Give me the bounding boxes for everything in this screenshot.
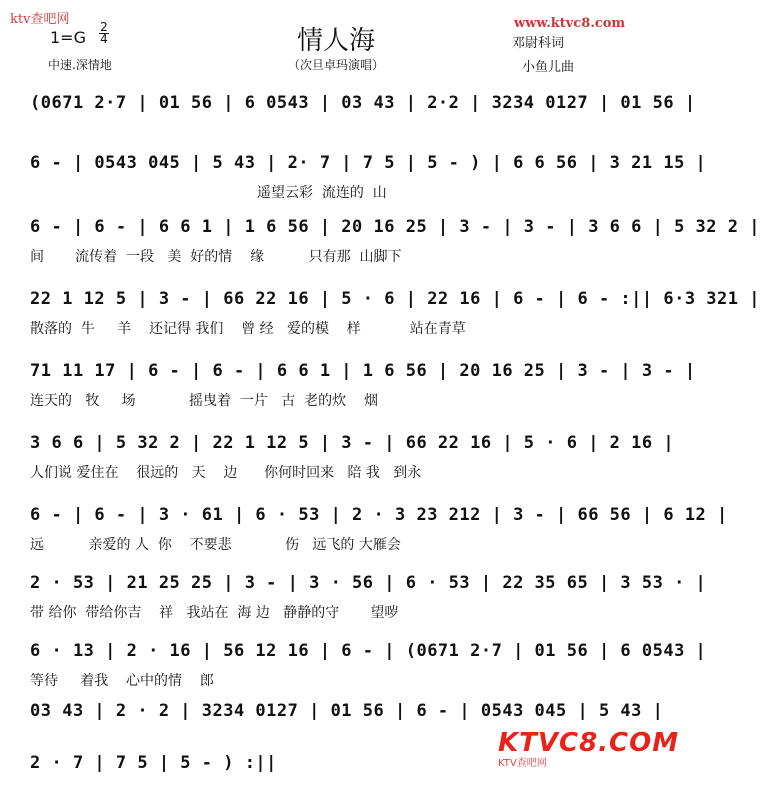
- lyrics-line: 连天的 牧 场 摇曳着 一片 古 老的炊 烟: [30, 393, 378, 409]
- lyrics-line: 等待 着我 心中的情 郎: [30, 673, 214, 689]
- key-signature: 1=G: [50, 28, 86, 47]
- watermark-top-left: ktv查吧网: [10, 12, 70, 27]
- notation-line: (0671 2·7 | 01 56 | 6 0543 | 03 43 | 2·2 | 3234 0127 | 01 56 |: [30, 93, 696, 113]
- notation-line: 6 - | 0543 045 | 5 43 | 2· 7 | 7 5 | 5 - ) | 6 6 56 | 3 21 15 |: [30, 153, 707, 173]
- notation-line: 3 6 6 | 5 32 2 | 22 1 12 5 | 3 - | 66 22 16 | 5 · 6 | 2 16 |: [30, 433, 675, 453]
- watermark-sub: KTV查吧网: [498, 758, 547, 769]
- notation-line: 6 · 13 | 2 · 16 | 56 12 16 | 6 - | (0671 2·7 | 01 56 | 6 0543 |: [30, 641, 707, 661]
- time-signature-top: 2: [100, 20, 108, 34]
- lyrics-line: 遥望云彩 流连的 山: [30, 185, 387, 201]
- notation-line: 6 - | 6 - | 3 · 61 | 6 · 53 | 2 · 3 23 212 | 3 - | 66 56 | 6 12 |: [30, 505, 728, 525]
- singer-credit: （次旦卓玛演唱）: [287, 58, 384, 72]
- lyricist-credit: 邓尉科词: [512, 36, 565, 51]
- notation-line: 22 1 12 5 | 3 - | 66 22 16 | 5 · 6 | 22 16 | 6 - | 6 - :|| 6·3 321 |: [30, 289, 760, 309]
- lyrics-line: 带 给你 带给你吉 祥 我站在 海 边 静静的守 望哕: [30, 605, 399, 621]
- notation-line: 03 43 | 2 · 2 | 3234 0127 | 01 56 | 6 - | 0543 045 | 5 43 |: [30, 701, 664, 721]
- lyrics-line: 散落的 牛 羊 还记得 我们 曾 经 爱的模 样 站在青草: [30, 321, 466, 337]
- notation-line: 2 · 7 | 7 5 | 5 - ) :||: [30, 753, 277, 773]
- notation-line: 2 · 53 | 21 25 25 | 3 - | 3 · 56 | 6 · 53 | 22 35 65 | 3 53 · |: [30, 573, 707, 593]
- lyrics-line: 间 流传着 一段 美 好的情 缘 只有那 山脚下: [30, 249, 402, 265]
- lyrics-line: 人们说 爱住在 很远的 天 边 你何时回来 陪 我 到永: [30, 465, 422, 481]
- time-signature-bottom: 4: [100, 32, 108, 46]
- lyrics-line: 远 亲爱的 人 你 不要悲 伤 远飞的 大雁会: [30, 537, 401, 553]
- watermark-top-right: www.ktvc8.com: [514, 16, 626, 31]
- page-title: 情人海: [296, 26, 375, 56]
- watermark-bottom: [498, 728, 680, 792]
- notation-line: 71 11 17 | 6 - | 6 - | 6 6 1 | 1 6 56 | 20 16 25 | 3 - | 3 - |: [30, 361, 696, 381]
- notation-line: 6 - | 6 - | 6 6 1 | 1 6 56 | 20 16 25 | 3 - | 3 - | 3 6 6 | 5 32 2 |: [30, 217, 760, 237]
- watermark-logo: KTVC8.COM: [498, 728, 680, 758]
- lyrics-line: [30, 122, 650, 142]
- composer-credit: 小鱼儿曲: [522, 60, 575, 75]
- tempo-marking: 中速.深情地: [48, 58, 112, 72]
